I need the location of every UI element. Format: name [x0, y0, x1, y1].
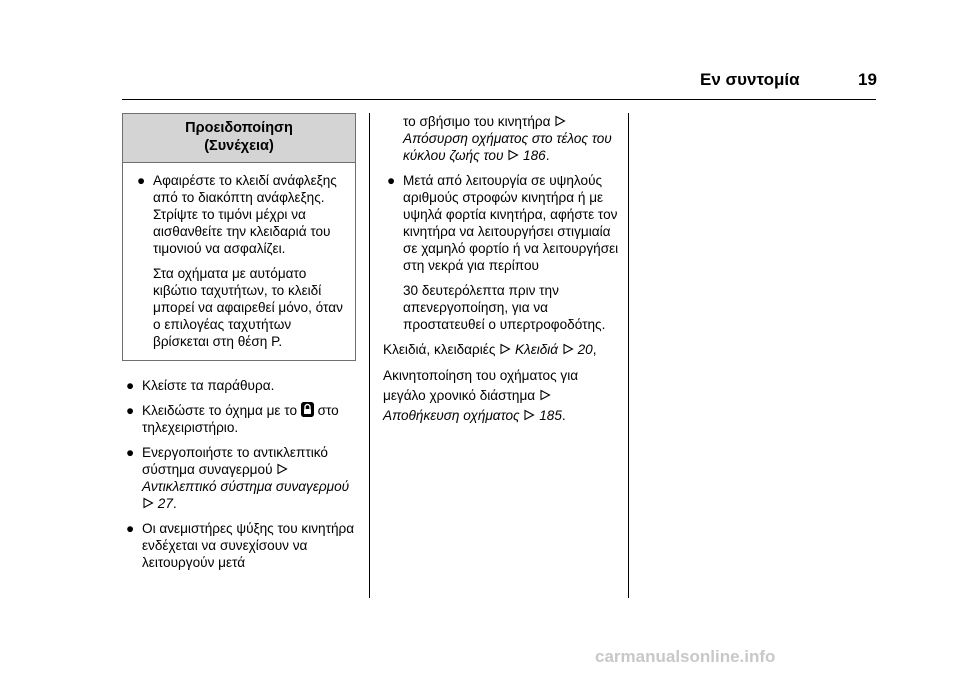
- bullet-dot: ●: [126, 403, 135, 418]
- warning-title-line2: (Συνέχεια): [204, 138, 274, 154]
- triangle-ref-icon: [142, 497, 154, 509]
- warning-title: [123, 114, 355, 163]
- triangle-ref-icon: [499, 343, 511, 355]
- warning-title-line1: Προειδοποίηση: [185, 120, 293, 136]
- header-title: Εν συντομία: [700, 70, 800, 89]
- ref-page-keys[interactable]: 20: [577, 342, 593, 357]
- column-left: [122, 113, 356, 579]
- warning-bullet-text: Αφαιρέστε το κλειδί ανάφλεξης από το διακόπτη ανάφλεξης. Στρίψτε το τιμόνι μέχρι να αισθανθείτε την κλειδαριά του τιμονιού να ασφαλίζει.: [153, 173, 337, 256]
- continued-paragraph: το σβήσιμο του κινητήρα Απόσυρση οχήματος στο τέλος του κύκλου ζωής του 186.: [403, 114, 612, 163]
- page-number: 19: [858, 70, 877, 89]
- ref-page-storage[interactable]: 185: [539, 408, 562, 423]
- bullet-dot: ●: [126, 521, 135, 536]
- column-divider-right: [628, 113, 629, 598]
- lock-icon: [301, 402, 314, 417]
- warning-box: [122, 113, 356, 361]
- header-rule: [122, 99, 876, 100]
- keys-locks-paragraph: Κλειδιά, κλειδαριές Κλειδιά 20,: [383, 342, 597, 357]
- list-item-lock-vehicle: [122, 402, 356, 436]
- list-item-alarm: ● Ενεργοποιήστε το αντικλεπτικό σύστημα συναγερμού Αντικλεπτικό σύστημα συναγερμού 27.: [126, 445, 350, 511]
- paragraph-text: Ακινητοποίηση του οχήματος για μεγάλο χρονικό διάστημα: [383, 368, 579, 403]
- triangle-ref-icon: [562, 343, 574, 355]
- list-item-text: Κλείστε τα παράθυρα.: [142, 378, 275, 393]
- triangle-ref-icon: [554, 115, 566, 127]
- bullet-dot: ●: [126, 378, 135, 393]
- list-item-text: Οι ανεμιστήρες ψύξης του κινητήρα ενδέχεται να συνεχίσουν να λειτουργούν μετά: [142, 521, 355, 570]
- triangle-ref-icon: [276, 463, 288, 475]
- ref-link-keys[interactable]: Κλειδιά: [514, 342, 559, 357]
- list-item-cooling-fans: [122, 520, 356, 571]
- bullet-dot: ●: [126, 445, 135, 460]
- warning-paragraph: Στα οχήματα με αυτόματο κιβώτιο ταχυτήτων, το κλειδί μπορεί να αφαιρεθεί μόνο, όταν ο επιλογέας ταχυτήτων βρίσκεται στη θέση P.: [153, 266, 343, 349]
- bullet-dot: ●: [137, 173, 146, 188]
- column-middle: [383, 113, 619, 434]
- watermark: carmanualsonline.info: [595, 647, 776, 666]
- list-item-close-windows: [122, 377, 356, 394]
- list-item-turbo: [383, 172, 619, 274]
- list-item-text: Κλειδώστε το όχημα με το: [142, 403, 298, 418]
- ref-page-antitheft[interactable]: 27: [157, 496, 173, 511]
- ref-link-storage[interactable]: Αποθήκευση οχήματος: [383, 408, 520, 423]
- triangle-ref-icon: [539, 389, 551, 401]
- ref-link-end-of-life[interactable]: Απόσυρση οχήματος στο τέλος του κύκλου ζωής του: [403, 131, 612, 163]
- ref-link-antitheft[interactable]: Αντικλεπτικό σύστημα συναγερμού: [142, 479, 350, 494]
- bullet-dot: ●: [387, 173, 396, 188]
- triangle-ref-icon: [507, 149, 519, 161]
- column-divider-left: [369, 113, 370, 598]
- paragraph-text: το σβήσιμο του κινητήρα: [403, 114, 551, 129]
- list-item-text: Μετά από λειτουργία σε υψηλούς αριθμούς στροφών κινητήρα ή με υψηλά φορτία κινητήρα, αφήστε τον κινητήρα να λειτουργήσει στιγμιαία σε χαμηλό φορτίο ή να λειτουργήσει στη νεκρά για περίπου: [403, 173, 619, 273]
- paragraph-text: Κλειδιά, κλειδαριές: [383, 342, 496, 357]
- list-item-text-cont: στο τηλεχειριστήριο.: [142, 403, 339, 435]
- warning-bullet: [133, 172, 345, 257]
- triangle-ref-icon: [523, 409, 535, 421]
- turbo-paragraph: 30 δευτερόλεπτα πριν την απενεργοποίηση, για να προστατευθεί ο υπερτροφοδότης.: [403, 283, 606, 332]
- ref-page-end-of-life[interactable]: 186: [523, 148, 546, 163]
- storage-paragraph: Ακινητοποίηση του οχήματος για μεγάλο χρονικό διάστημα Αποθήκευση οχήματος 185.: [383, 368, 579, 423]
- warning-body: [123, 163, 355, 360]
- list-item-text: Ενεργοποιήστε το αντικλεπτικό σύστημα συναγερμού: [142, 445, 328, 477]
